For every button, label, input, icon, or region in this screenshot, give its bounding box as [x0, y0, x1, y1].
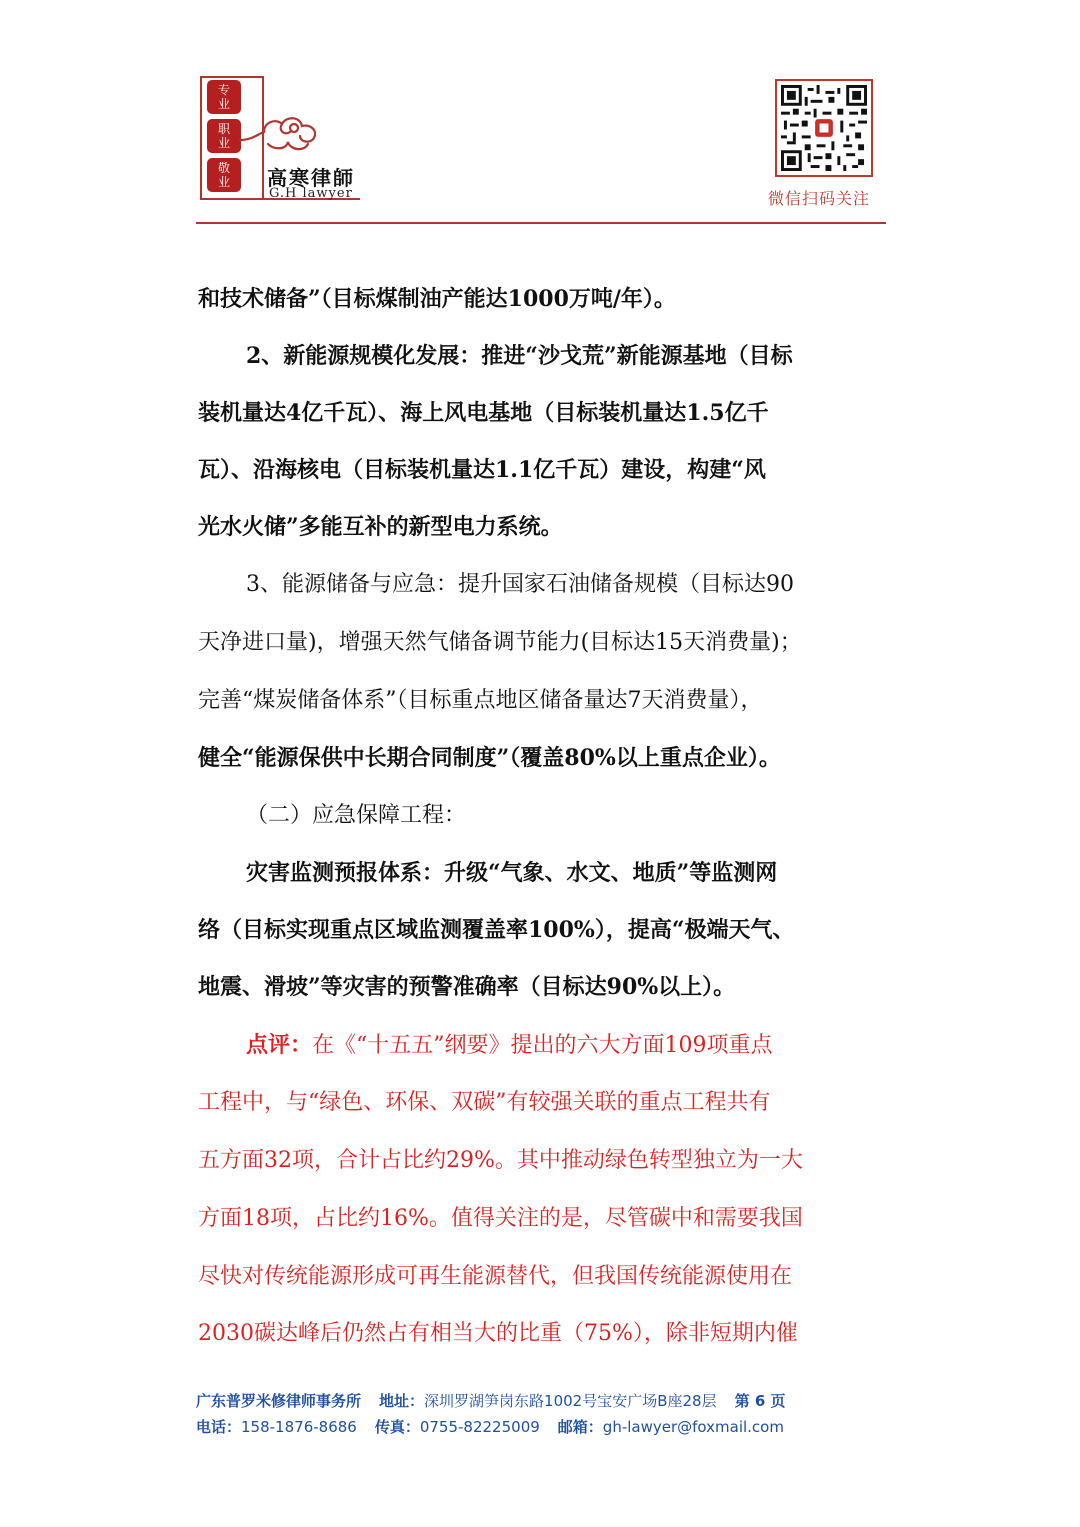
brand-name-en: G.H lawyer — [269, 186, 353, 201]
seal-char: 业 — [217, 175, 230, 189]
email-link[interactable]: gh-lawyer@foxmail.com — [602, 1418, 784, 1436]
comment-line: 尽快对传统能源形成可再生能源替代，但我国传统能源使用在 — [198, 1264, 793, 1289]
wechat-qr-code[interactable] — [775, 79, 873, 177]
fax-label: 传真： — [374, 1418, 420, 1436]
body-line: 3、能源储备与应急：提升国家石油储备规模（目标达90 — [246, 572, 794, 597]
seal-zhiye — [207, 119, 241, 153]
auspicious-cloud-icon — [238, 110, 320, 158]
seal-char: 敬 — [217, 161, 230, 175]
fax-number: 0755-82225009 — [419, 1418, 540, 1436]
body-line: 2、新能源规模化发展：推进“沙戈荒”新能源基地（目标 — [246, 343, 793, 369]
qr-code-icon — [781, 85, 867, 171]
qr-caption: 微信扫码关注 — [768, 189, 871, 208]
brand-name-cn: 高寒律師 — [267, 166, 355, 190]
body-line: 地震、滑坡”等灾害的预警准确率（目标达90%以上）。 — [198, 974, 736, 1000]
firm-name: 广东普罗米修律师事务所 — [196, 1392, 362, 1410]
phone-label: 电话： — [196, 1418, 242, 1436]
section-heading: （二）应急保障工程： — [246, 803, 467, 828]
header-divider — [196, 222, 886, 224]
comment-line: 五方面32项，合计占比约29%。其中推动绿色转型独立为一大 — [198, 1148, 803, 1173]
body-line: 天净进口量)，增强天然气储备调节能力(目标达15天消费量)； — [198, 630, 802, 655]
body-line: 灾害监测预报体系：升级“气象、水文、地质”等监测网 — [246, 860, 778, 886]
footer-line-2 — [196, 1416, 784, 1437]
seal-char: 业 — [217, 97, 230, 111]
phone-number: 158-1876-8686 — [241, 1418, 357, 1436]
footer-line-1 — [196, 1390, 785, 1411]
comment-line: 工程中，与“绿色、环保、双碳”有较强关联的重点工程共有 — [198, 1090, 771, 1115]
body-line: 和技术储备”（目标煤制油产能达1000万吨/年）。 — [198, 286, 676, 312]
comment-text: 在《“十五五”纲要》提出的六大方面109项重点 — [312, 1033, 773, 1058]
body-line: 健全“能源保供中长期合同制度”（覆盖80%以上重点企业）。 — [198, 745, 781, 771]
body-line: 络（目标实现重点区域监测覆盖率100%），提高“极端天气、 — [198, 917, 795, 943]
address-text: 深圳罗湖笋岗东路1002号宝安广场B座28层 — [424, 1392, 717, 1410]
comment-line: 方面18项，占比约16%。值得关注的是，尽管碳中和需要我国 — [198, 1206, 803, 1231]
body-line: 光水火储”多能互补的新型电力系统。 — [198, 514, 563, 540]
body-line: 装机量达4亿千瓦）、海上风电基地（目标装机量达1.5亿千 — [198, 400, 769, 426]
body-line: 完善“煤炭储备体系”（目标重点地区储备量达7天消费量）， — [198, 688, 763, 713]
seal-char: 专 — [217, 83, 230, 97]
email-label: 邮箱： — [557, 1418, 603, 1436]
address-label: 地址： — [379, 1392, 425, 1410]
seal-jingye — [207, 158, 241, 192]
page-number: 第 6 页 — [734, 1392, 786, 1410]
seal-zhuanye — [207, 80, 241, 114]
comment-line — [246, 1030, 773, 1061]
comment-line: 2030碳达峰后仍然占有相当大的比重（75%），除非短期内催 — [198, 1321, 798, 1346]
body-line: 瓦）、沿海核电（目标装机量达1.1亿千瓦）建设，构建“风 — [198, 457, 766, 483]
seal-char: 业 — [217, 136, 230, 150]
comment-label: 点评： — [246, 1032, 313, 1058]
seal-char: 职 — [217, 122, 230, 136]
